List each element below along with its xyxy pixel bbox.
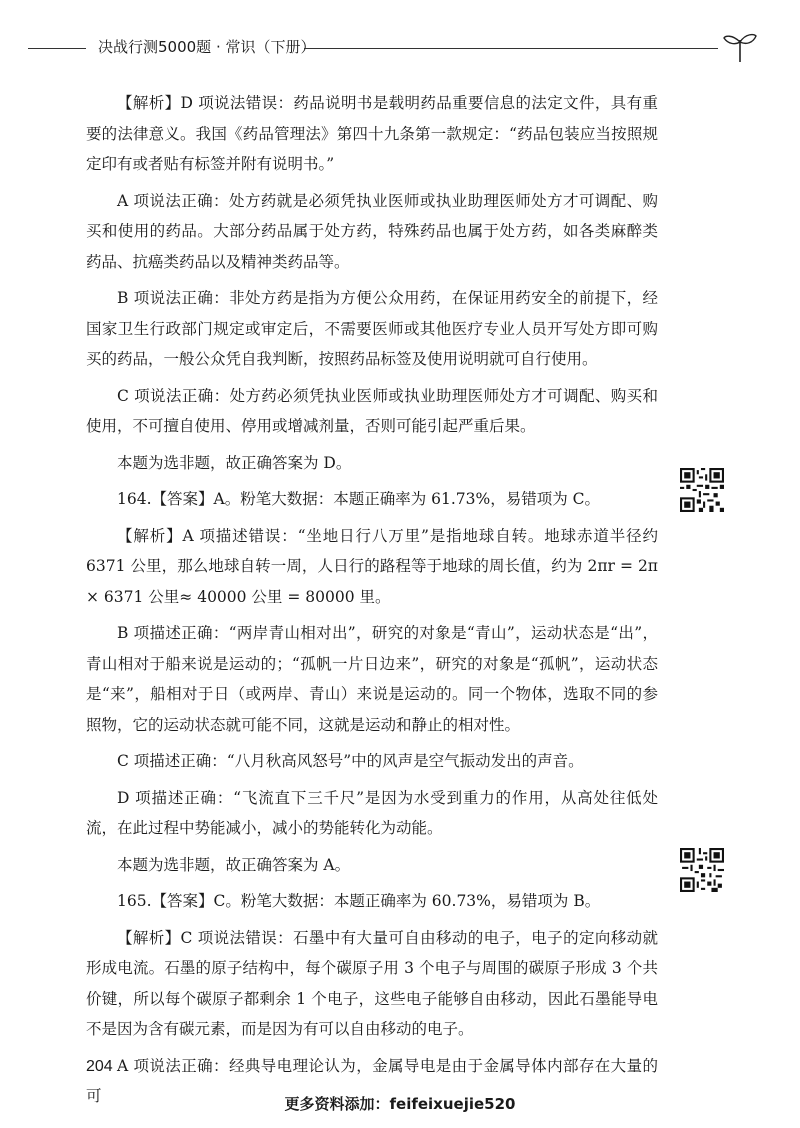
header-rule-left bbox=[28, 48, 86, 49]
page-content bbox=[86, 88, 658, 1118]
paragraph: B 项说法正确：非处方药是指为方便公众用药，在保证用药安全的前提下，经国家卫生行政部门规定或审定后，不需要医师或其他医疗专业人员开写处方即可购买的药品，一般公众凭自我判断，按照药品标签及使用说明就可自行使用。 bbox=[86, 289, 658, 368]
header-rule-right bbox=[304, 48, 718, 49]
paragraph: B 项描述正确：“两岸青山相对出”，研究的对象是“青山”，运动状态是“出”，青山相对于船来说是运动的；“孤帆一片日边来”，研究的对象是“孤帆”，运动状态是“来”，船相对于日（或两岸、青山）来说是运动的。同一个物体，选取不同的参照物，它的运动状态就可能不同，这就是运动和静止的相对性。 bbox=[86, 624, 658, 734]
paragraph: A 项说法正确：经典导电理论认为，金属导电是由于金属导体内部存在大量的可 bbox=[86, 1056, 658, 1105]
paragraph: D 项描述正确：“飞流直下三千尺”是因为水受到重力的作用，从高处往低处流，在此过程中势能减小，减小的势能转化为动能。 bbox=[86, 788, 658, 837]
paragraph: 本题为选非题，故正确答案为 A。 bbox=[117, 855, 351, 874]
answer-line: 165.【答案】C。粉笔大数据：本题正确率为 60.73%，易错项为 B。 bbox=[117, 892, 601, 910]
page-number: 204 bbox=[86, 1058, 113, 1075]
sprout-icon bbox=[722, 30, 758, 64]
qr-code-icon[interactable] bbox=[680, 848, 724, 892]
book-title: 决战行测5000题 · 常识（下册） bbox=[98, 38, 316, 56]
footer-contact: 更多资料添加：feifeixuejie520 bbox=[284, 1095, 516, 1113]
paragraph: 【解析】A 项描述错误：“坐地日行八万里”是指地球自转。地球赤道半径约 6371 公里，那么地球自转一周，人日行的路程等于地球的周长值，约为 2πr = 2π × 6371 公里≈ 40000 公里 = 80000 里。 bbox=[86, 526, 658, 606]
paragraph: C 项描述正确：“八月秋高风怒号”中的风声是空气振动发出的声音。 bbox=[117, 752, 584, 770]
paragraph: A 项说法正确：处方药就是必须凭执业医师或执业助理医师处方才可调配、购买和使用的药品。大部分药品属于处方药，特殊药品也属于处方药，如各类麻醉类药品、抗癌类药品以及精神类药品等。 bbox=[86, 191, 658, 271]
page-header bbox=[28, 32, 760, 62]
qr-code-icon[interactable] bbox=[680, 468, 724, 512]
paragraph: 【解析】D 项说法错误：药品说明书是载明药品重要信息的法定文件，具有重要的法律意义。我国《药品管理法》第四十九条第一款规定：“药品包装应当按照规定印有或者贴有标签并附有说明书。” bbox=[86, 94, 658, 173]
answer-line: 164.【答案】A。粉笔大数据：本题正确率为 61.73%，易错项为 C。 bbox=[117, 490, 601, 508]
paragraph: 【解析】C 项说法错误：石墨中有大量可自由移动的电子，电子的定向移动就形成电流。石墨的原子结构中，每个碳原子用 3 个电子与周围的碳原子形成 3 个共价键，所以每个碳原子都剩余 1 个电子，这些电子能够自由移动，因此石墨能导电不是因为含有碳元素，而是因为有可以自由移动的电子。 bbox=[86, 928, 658, 1038]
paragraph: C 项说法正确：处方药必须凭执业医师或执业助理医师处方才可调配、购买和使用，不可擅自使用、停用或增减剂量，否则可能引起严重后果。 bbox=[86, 386, 658, 435]
paragraph: 本题为选非题，故正确答案为 D。 bbox=[117, 453, 352, 472]
